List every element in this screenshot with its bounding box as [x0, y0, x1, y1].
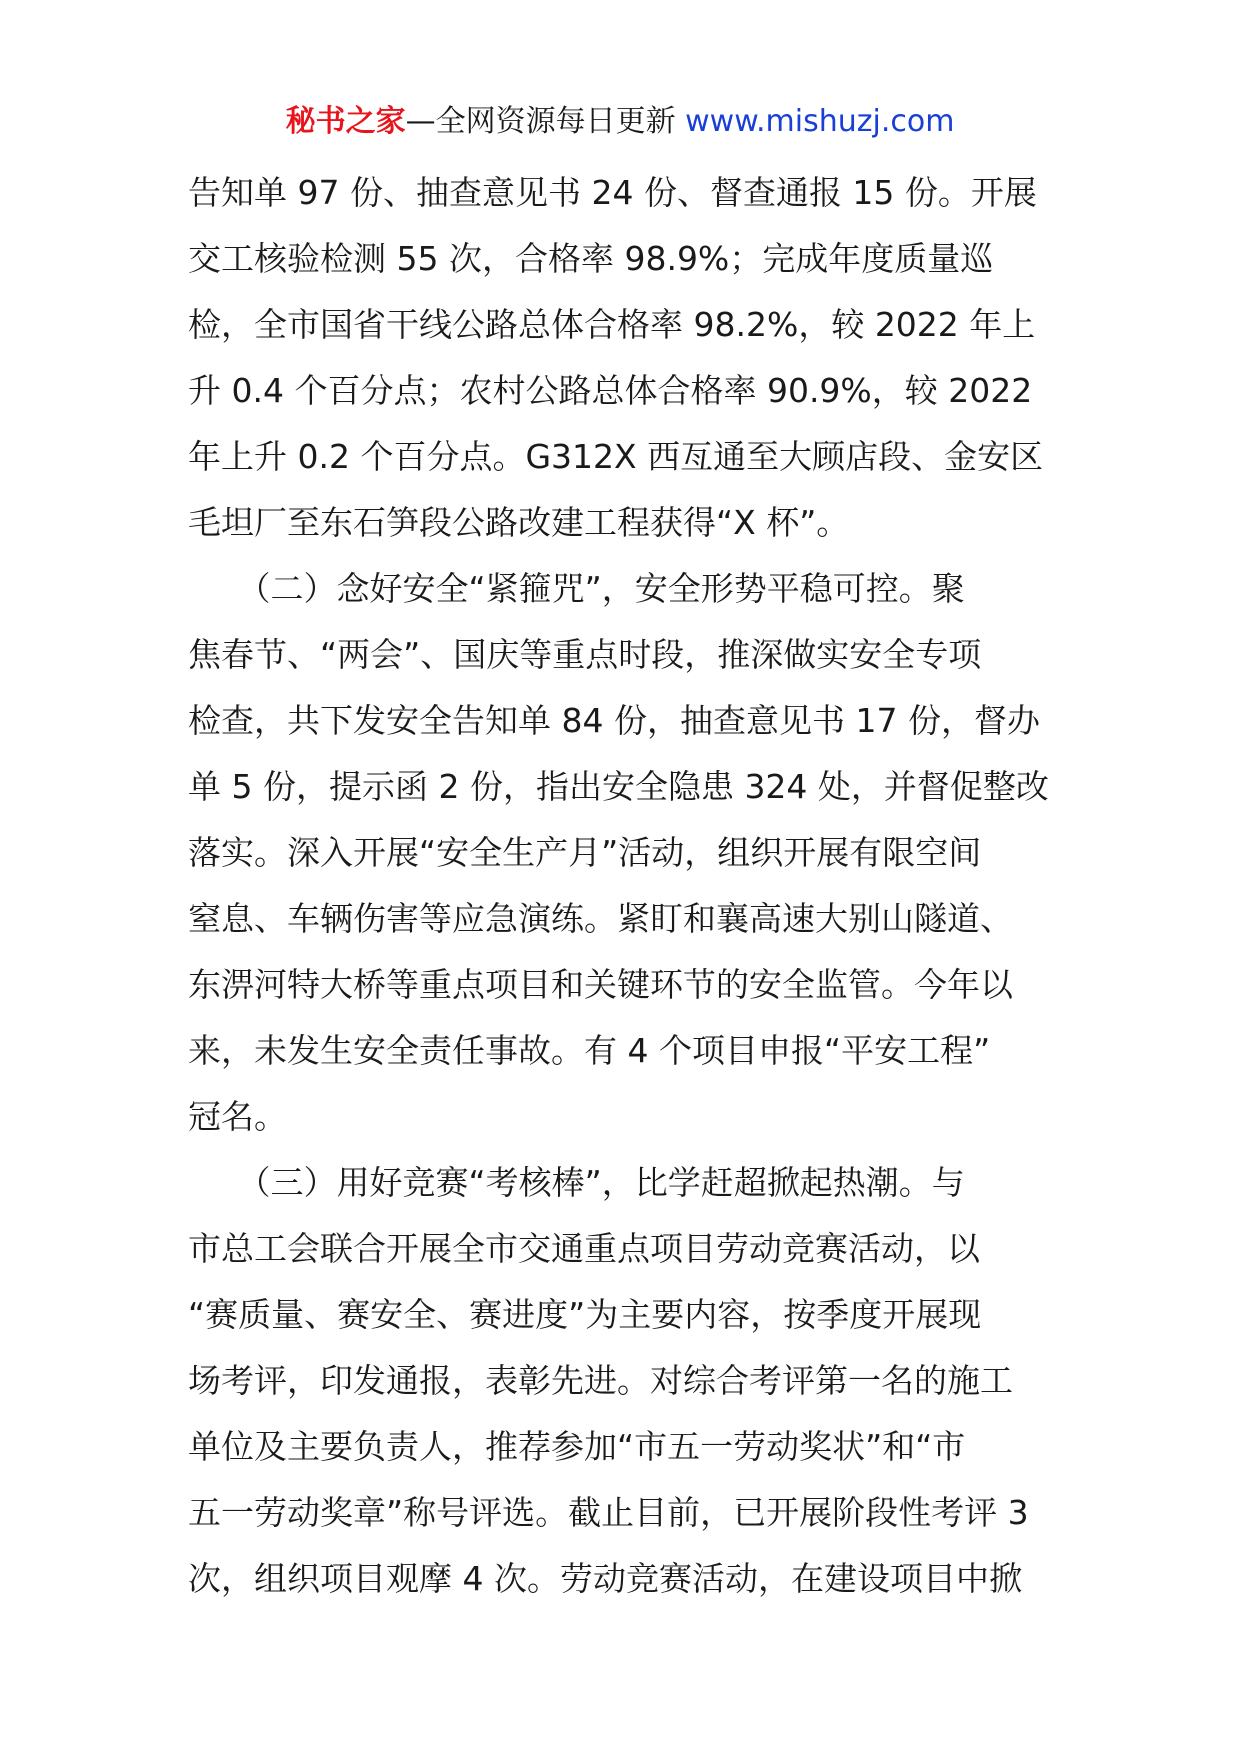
brand-name: 秘书之家 [285, 104, 406, 139]
text-line: （三）用好竞赛“考核棒”，比学赶超掀起热潮。与 [188, 1163, 965, 1202]
text-line: 单位及主要负责人，推荐参加“市五一劳动奖状”和“市 [188, 1427, 966, 1466]
site-url-link[interactable]: www.mishuzj.com [685, 104, 955, 139]
text-line: 单 5 份，提示函 2 份，指出安全隐患 324 处，并督促整改 [188, 767, 1049, 806]
text-line: 毛坦厂至东石笋段公路改建工程获得“X 杯”。 [188, 503, 850, 542]
text-line: （二）念好安全“紧箍咒”，安全形势平稳可控。聚 [188, 569, 965, 608]
text-line: 交工核验检测 55 次，合格率 98.9%；完成年度质量巡 [188, 239, 994, 278]
page-header [0, 100, 1240, 144]
text-line: “赛质量、赛安全、赛进度”为主要内容，按季度开展现 [188, 1295, 982, 1334]
header-tagline: —全网资源每日更新 [405, 104, 686, 139]
text-line: 冠名。 [188, 1097, 287, 1136]
text-line: 告知单 97 份、抽查意见书 24 份、督查通报 15 份。开展 [188, 173, 1037, 212]
text-line: 五一劳动奖章”称号评选。截止目前，已开展阶段性考评 3 [188, 1493, 1029, 1532]
text-line: 焦春节、“两会”、国庆等重点时段，推深做实安全专项 [188, 635, 982, 674]
text-line: 升 0.4 个百分点；农村公路总体合格率 90.9%，较 2022 [188, 371, 1033, 410]
text-line: 来，未发生安全责任事故。有 4 个项目申报“平安工程” [188, 1031, 991, 1070]
text-line: 年上升 0.2 个百分点。G312X 西亙通至大顾店段、金安区 [188, 437, 1044, 476]
text-line: 检，全市国省干线公路总体合格率 98.2%，较 2022 年上 [188, 305, 1036, 344]
text-line: 检查，共下发安全告知单 84 份，抽查意见书 17 份，督办 [188, 701, 1040, 740]
text-line: 市总工会联合开展全市交通重点项目劳动竞赛活动，以 [188, 1229, 980, 1268]
text-line: 窒息、车辆伤害等应急演练。紧盯和襄高速大别山隧道、 [188, 899, 1013, 938]
document-body [188, 160, 1058, 1612]
text-line: 场考评，印发通报，表彰先进。对综合考评第一名的施工 [188, 1361, 1013, 1400]
text-line: 次，组织项目观摩 4 次。劳动竞赛活动，在建设项目中掀 [188, 1559, 1022, 1598]
text-line: 落实。深入开展“安全生产月”活动，组织开展有限空间 [188, 833, 982, 872]
text-line: 东淠河特大桥等重点项目和关键环节的安全监管。今年以 [188, 965, 1013, 1004]
